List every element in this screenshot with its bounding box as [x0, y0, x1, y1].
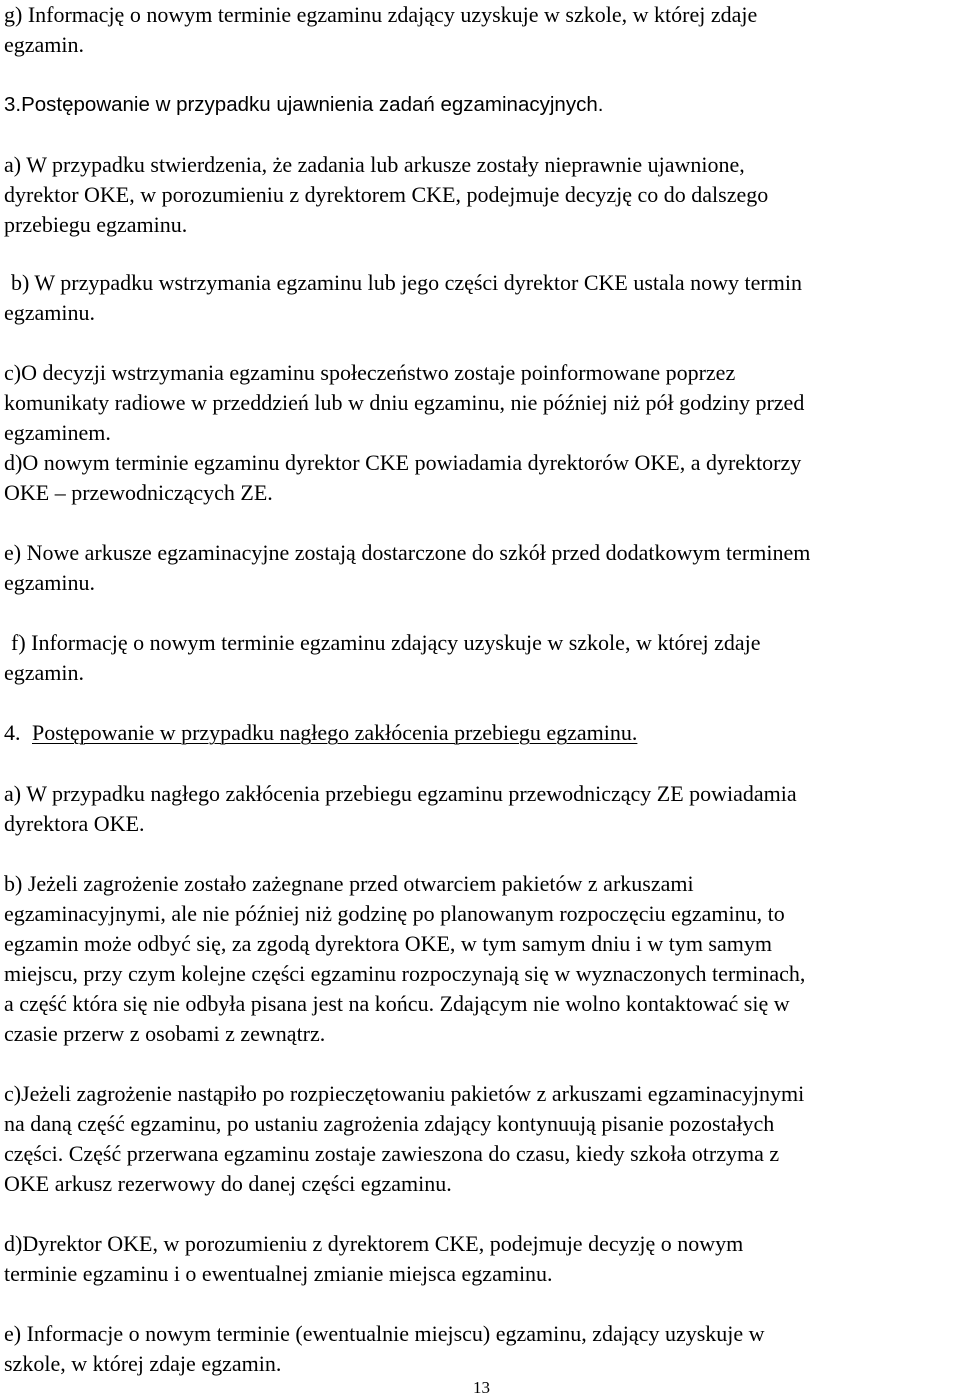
paragraph-s4-a — [4, 779, 956, 839]
paragraph-s4-c — [4, 1079, 956, 1199]
text-line: a) W przypadku nagłego zakłócenia przebiegu egzaminu przewodniczący ZE powiadamia — [4, 781, 797, 806]
paragraph-s3-c — [4, 358, 956, 448]
text-line: e) Informacje o nowym terminie (ewentualnie miejscu) egzaminu, zdający uzyskuje w — [4, 1321, 765, 1346]
text-line: egzamin może odbyć się, za zgodą dyrektora OKE, w tym samym dniu i w tym samym — [4, 931, 772, 956]
text-line: szkole, w której zdaje egzamin. — [4, 1351, 282, 1376]
section-3-heading — [4, 90, 956, 120]
paragraph-s4-e — [4, 1319, 956, 1379]
text-line: g) Informację o nowym terminie egzaminu zdający uzyskuje w szkole, w której zdaje — [4, 2, 758, 27]
text-line: egzamin. — [4, 32, 85, 57]
document-page — [4, 0, 956, 1400]
paragraph-s3-d — [4, 448, 956, 508]
paragraph-s3-f — [4, 628, 960, 688]
text-line: c)Jeżeli zagrożenie nastąpiło po rozpieczętowaniu pakietów z arkuszami egzaminacyjnymi — [4, 1081, 805, 1106]
paragraph-s3-b — [4, 268, 960, 328]
text-line: dyrektor OKE, w porozumieniu z dyrektorem CKE, podejmuje decyzję co do dalszego — [4, 182, 769, 207]
text-line: egzaminu. — [4, 570, 96, 595]
text-line: na daną część egzaminu, po ustaniu zagrożenia zdający kontynuują pisanie pozostałych — [4, 1111, 775, 1136]
paragraph-s3-a — [4, 150, 956, 240]
text-line: egzaminu. — [4, 300, 96, 325]
heading-text: 3.Postępowanie w przypadku ujawnienia zadań egzaminacyjnych. — [4, 93, 604, 116]
heading-number: 4. — [4, 720, 21, 745]
text-line: OKE – przewodniczących ZE. — [4, 480, 273, 505]
text-line: d)O nowym terminie egzaminu dyrektor CKE powiadamia dyrektorów OKE, a dyrektorzy — [4, 450, 802, 475]
text-line: b) W przypadku wstrzymania egzaminu lub jego części dyrektor CKE ustala nowy termin — [11, 270, 802, 295]
text-line: e) Nowe arkusze egzaminacyjne zostają dostarczone do szkół przed dodatkowym terminem — [4, 540, 811, 565]
section-4-heading — [4, 718, 956, 748]
text-line: czasie przerw z osobami z zewnątrz. — [4, 1021, 326, 1046]
paragraph-s4-b — [4, 869, 956, 1049]
text-line: c)O decyzji wstrzymania egzaminu społeczeństwo zostaje poinformowane poprzez — [4, 360, 736, 385]
text-line: dyrektora OKE. — [4, 811, 145, 836]
text-line: OKE arkusz rezerwowy do danej części egzaminu. — [4, 1171, 452, 1196]
text-line: f) Informację o nowym terminie egzaminu zdający uzyskuje w szkole, w której zdaje — [11, 630, 761, 655]
text-line: części. Część przerwana egzaminu zostaje zawieszona do czasu, kiedy szkoła otrzyma z — [4, 1141, 780, 1166]
text-line: przebiegu egzaminu. — [4, 212, 188, 237]
paragraph-s3-e — [4, 538, 956, 598]
text-line: komunikaty radiowe w przeddzień lub w dniu egzaminu, nie później niż pół godziny przed — [4, 390, 805, 415]
text-line: egzaminacyjnymi, ale nie później niż godzinę po planowanym rozpoczęciu egzaminu, to — [4, 901, 785, 926]
text-line: egzamin. — [4, 660, 85, 685]
text-line: egzaminem. — [4, 420, 111, 445]
text-line: b) Jeżeli zagrożenie zostało zażegnane przed otwarciem pakietów z arkuszami — [4, 871, 694, 896]
text-line: terminie egzaminu i o ewentualnej zmianie miejsca egzaminu. — [4, 1261, 553, 1286]
heading-line — [4, 718, 956, 748]
text-line: d)Dyrektor OKE, w porozumieniu z dyrektorem CKE, podejmuje decyzję o nowym — [4, 1231, 744, 1256]
page-number: 13 — [473, 1378, 490, 1397]
paragraph-s4-d — [4, 1229, 956, 1289]
text-line: miejscu, przy czym kolejne części egzaminu rozpoczynają się w wyznaczonych terminach, — [4, 961, 806, 986]
paragraph-g-info — [4, 0, 956, 60]
text-line: a) W przypadku stwierdzenia, że zadania lub arkusze zostały nieprawnie ujawnione, — [4, 152, 745, 177]
text-line: a część która się nie odbyła pisana jest na końcu. Zdającym nie wolno kontaktować się w — [4, 991, 790, 1016]
heading-text: Postępowanie w przypadku nagłego zakłócenia przebiegu egzaminu. — [32, 720, 638, 745]
